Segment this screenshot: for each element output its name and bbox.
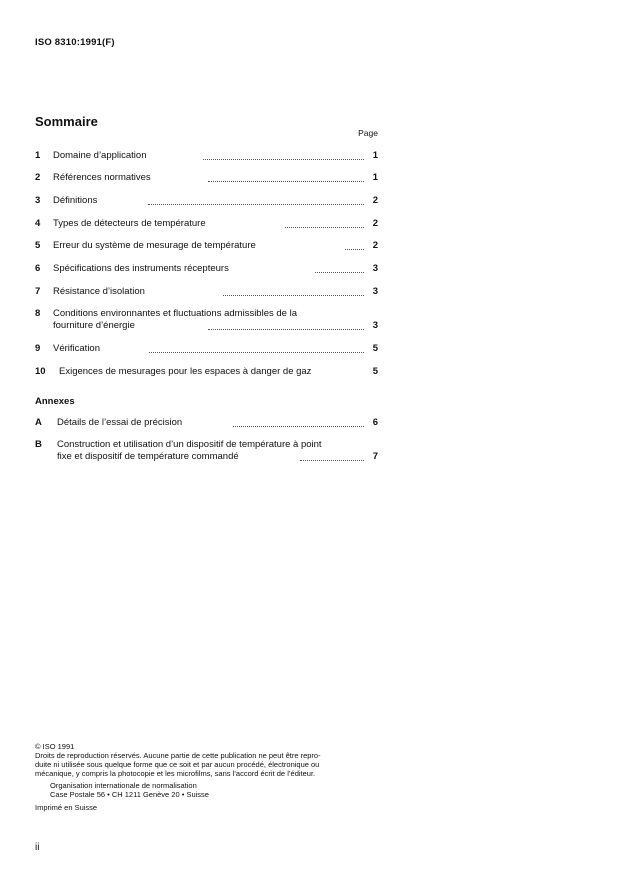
page-number: ii [35,842,40,853]
toc-entry-page: 2 [372,240,378,251]
annex-text-line1: Construction et utilisation d’un dispositif de température à point [57,439,328,450]
toc-entry-text: Types de détecteurs de température [53,218,212,229]
toc-entry-page: 3 [372,286,378,297]
toc-entry-page: 1 [372,172,378,183]
toc-entry-text: Erreur du système de mesurage de température [53,240,262,251]
rights-line-1: Droits de reproduction réservés. Aucune partie de cette publication ne peut être repro- [35,751,321,760]
toc-entry-page: 1 [372,150,378,161]
annex-page: 6 [372,417,378,428]
toc-entry-number: 2 [35,172,41,183]
annex-page: 7 [372,451,378,462]
leader-dots [208,180,364,182]
toc-entry-number: 1 [35,150,41,161]
leader-dots [203,158,364,160]
rights-line-3: mécanique, y compris la photocopie et les microfilms, sans l’accord écrit de l’éditeur. [35,769,316,778]
toc-title: Sommaire [35,114,98,129]
toc-entry-text: Exigences de mesurages pour les espaces à danger de gaz [59,366,317,377]
toc-entry-page: 2 [372,218,378,229]
annex-text-line2: fixe et dispositif de température commandé [57,451,245,462]
toc-entry-text-line1: Conditions environnantes et fluctuations admissibles de la [53,308,303,319]
toc-entry-page: 5 [372,343,378,354]
toc-entry-number: 5 [35,240,41,251]
leader-dots [208,328,364,330]
leader-dots [285,226,364,228]
org-name: Organisation internationale de normalisation [50,781,197,790]
toc-entry-text-line2: fourniture d’énergie [53,320,141,331]
toc-entry-number: 10 [35,366,46,377]
toc-entry-number: 8 [35,308,41,319]
annex-title: Annexes [35,396,75,407]
rights-line-2: duite ni utilisée sous quelque forme que ce soit et par aucun procédé, électronique ou [35,760,320,769]
leader-dots [148,203,364,205]
toc-entry-number: 9 [35,343,41,354]
annex-text: Détails de l’essai de précision [57,417,188,428]
leader-dots [149,351,364,353]
annex-letter: A [35,417,42,428]
toc-entry-page: 5 [372,366,378,377]
toc-entry-number: 4 [35,218,41,229]
toc-entry-number: 6 [35,263,41,274]
leader-dots [223,294,364,296]
leader-dots [233,425,364,427]
toc-entry[interactable] [35,308,378,332]
leader-dots [315,271,364,273]
annex-letter: B [35,439,42,450]
toc-entry-text: Vérification [53,343,106,354]
toc-entry-number: 3 [35,195,41,206]
printed-in: Imprimé en Suisse [35,803,98,812]
standard-code: ISO 8310:1991(F) [35,37,115,48]
toc-entry-text: Résistance d’isolation [53,286,151,297]
toc-entry-page: 3 [372,320,378,331]
page-column-label: Page [358,128,378,138]
toc-entry-page: 2 [372,195,378,206]
toc-entry-text: Domaine d’application [53,150,152,161]
annex-entry[interactable] [35,439,378,463]
toc-entry-text: Définitions [53,195,103,206]
leader-dots [345,248,364,250]
toc-entry-number: 7 [35,286,41,297]
toc-entry-page: 3 [372,263,378,274]
org-address: Case Postale 56 • CH 1211 Genève 20 • Suisse [50,790,209,799]
copyright-line: © ISO 1991 [35,742,75,751]
toc-entry-text: Spécifications des instruments récepteurs [53,263,235,274]
toc-entry-text: Références normatives [53,172,157,183]
leader-dots [300,459,364,461]
